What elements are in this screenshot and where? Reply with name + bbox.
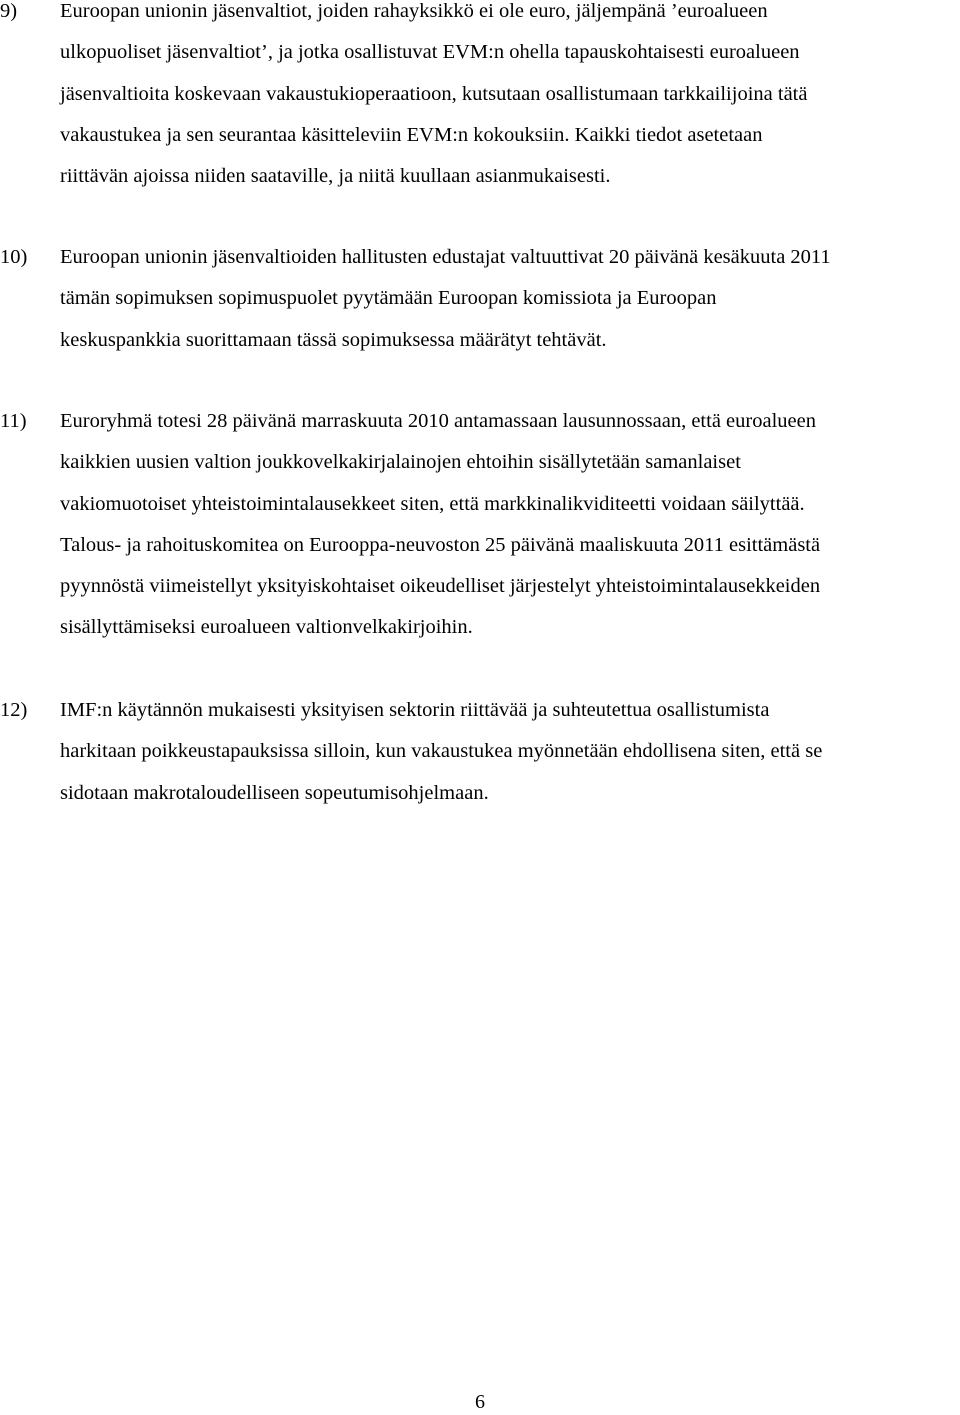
recital-text-line: sisällyttämiseksi euroalueen valtionvelkakirjoihin. [60,616,473,639]
recital-text-line: harkitaan poikkeustapauksissa silloin, kun vakaustukea myönnetään ehdollisena siten, että se [60,740,823,763]
recital-number: 9) [0,0,18,22]
recital-12 [0,690,960,814]
recital-number: 12) [0,699,28,721]
recital-text-line: pyynnöstä viimeistellyt yksityiskohtaiset oikeudelliset järjestelyt yhteistoimintalausekkeiden [60,575,821,598]
recital-10 [0,237,960,361]
recital-text-line: IMF:n käytännön mukaisesti yksityisen sektorin riittävää ja suhteutettua osallistumista [60,699,770,721]
recital-text-line: kaikkien uusien valtion joukkovelkakirjalainojen ehtoihin sisällytetään samanlaiset [60,451,741,474]
recital-text-line: Talous- ja rahoituskomitea on Eurooppa-neuvoston 25 päivänä maaliskuuta 2011 esittämästä [60,533,821,556]
recital-text-line: vakiomuotoiset yhteistoimintalausekkeet siten, että markkinalikviditeetti voidaan säilyttää. [60,492,805,515]
recital-text-line: Euroopan unionin jäsenvaltiot, joiden rahayksikkö ei ole euro, jäljempänä ’euroalueen [60,0,768,22]
recital-text-line: jäsenvaltioita koskevaan vakaustukioperaatioon, kutsutaan osallistumaan tarkkailijoina tätä [60,82,808,105]
recital-text-line: keskuspankkia suorittamaan tässä sopimuksessa määrätyt tehtävät. [60,328,607,351]
recital-11 [0,401,960,649]
recital-text-line: riittävän ajoissa niiden saataville, ja niitä kuullaan asianmukaisesti. [60,165,611,188]
recital-text-line: vakaustukea ja sen seurantaa käsitteleviin EVM:n kokouksiin. Kaikki tiedot asetetaan [60,123,763,146]
recital-text-line: ulkopuoliset jäsenvaltiot’, ja jotka osallistuvat EVM:n ohella tapauskohtaisesti euroalueen [60,41,800,64]
recital-number: 11) [0,410,27,432]
recital-number: 10) [0,246,28,268]
recital-text-line: tämän sopimuksen sopimuspuolet pyytämään Euroopan komissiota ja Euroopan [60,287,717,310]
recital-text-line: Euroopan unionin jäsenvaltioiden hallitusten edustajat valtuuttivat 20 päivänä kesäkuuta 2011 [60,246,831,268]
recital-9 [0,0,960,197]
page-number: 6 [475,1391,485,1413]
recital-text-line: sidotaan makrotaloudelliseen sopeutumisohjelmaan. [60,781,489,804]
recital-text-line: Euroryhmä totesi 28 päivänä marraskuuta 2010 antamassaan lausunnossaan, että euroalueen [60,410,816,432]
